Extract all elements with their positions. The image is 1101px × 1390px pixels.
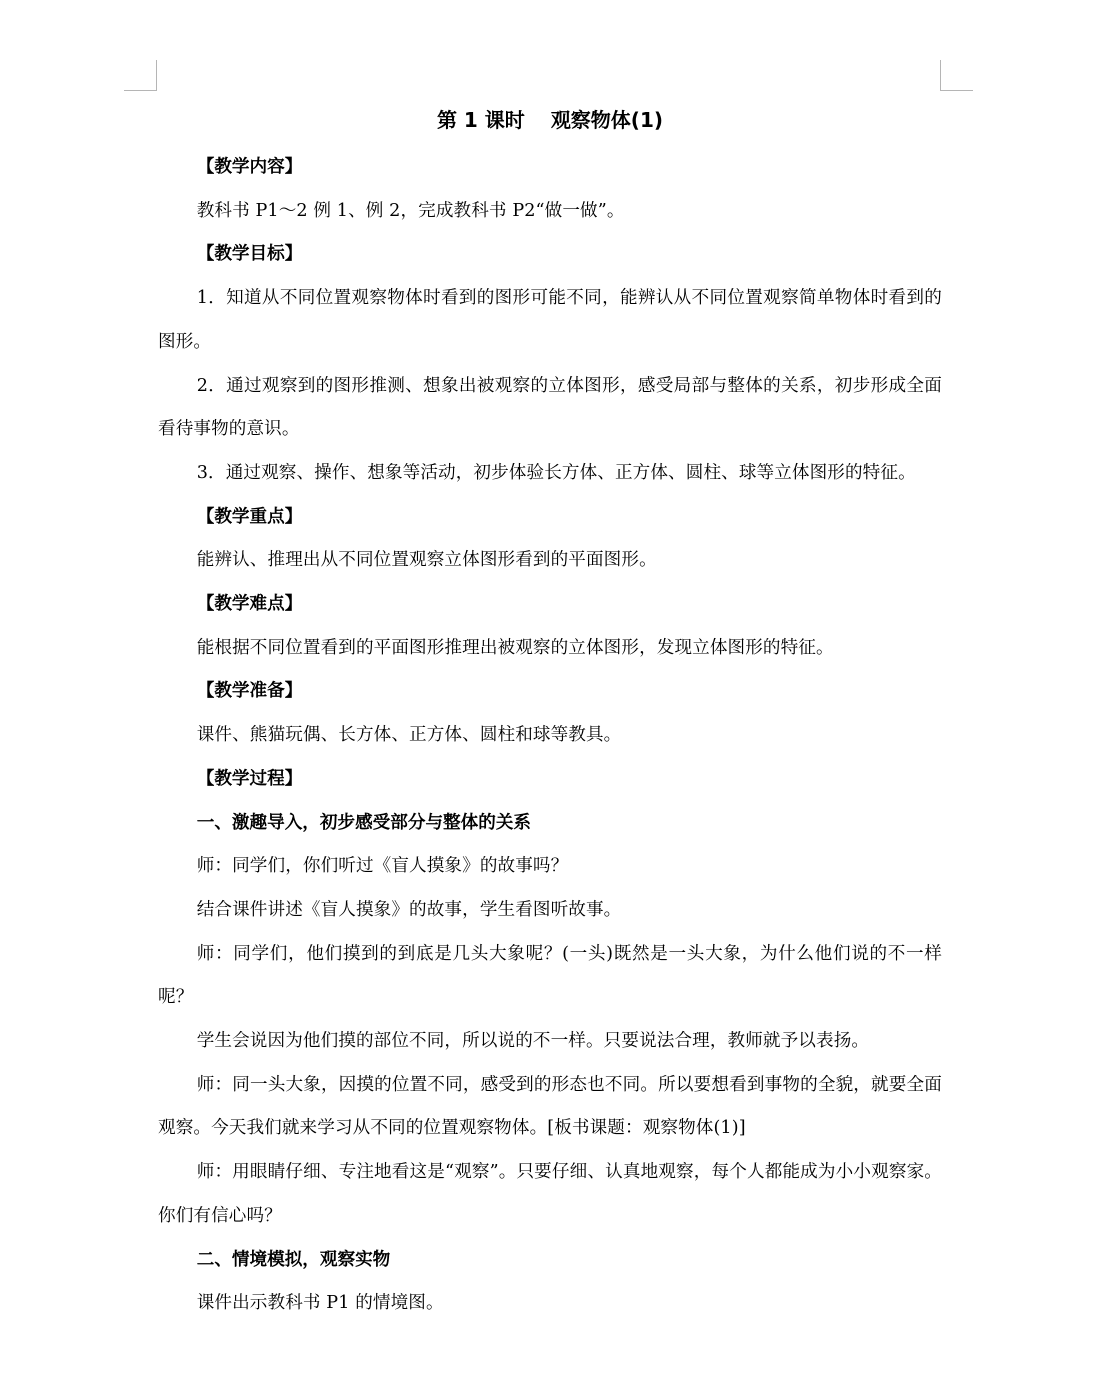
step-2-heading: 二、情境模拟，观察实物 — [196, 1249, 391, 1270]
lesson-topic: 观察物体(1) — [550, 108, 664, 132]
crop-mark-top-left-horizontal — [124, 90, 157, 91]
step-1-paragraph-2: 结合课件讲述《盲人摸象》的故事，学生看图听故事。 — [196, 899, 622, 920]
preparation-text: 课件、熊猫玩偶、长方体、正方体、圆柱和球等教具。 — [196, 725, 622, 746]
step-1-paragraph-6: 师：用眼睛仔细、专注地看这是“观察”。只要仔细、认真地观察，每个人都能成为小小观察家。你们有信心吗？ — [158, 1162, 942, 1226]
key-points-heading: 【教学重点】 — [196, 506, 303, 527]
step-1-paragraph-1: 师：同学们，你们听过《盲人摸象》的故事吗？ — [196, 856, 569, 877]
difficult-points-text: 能根据不同位置看到的平面图形推理出被观察的立体图形，发现立体图形的特征。 — [196, 637, 834, 658]
document-body — [158, 100, 942, 1326]
preparation-heading: 【教学准备】 — [196, 681, 303, 702]
lesson-number: 第 1 课时 — [436, 108, 525, 132]
crop-mark-top-right-vertical — [940, 60, 941, 90]
step-1-paragraph-5: 师：同一头大象，因摸的位置不同，感受到的形态也不同。所以要想看到事物的全貌，就要全面观察。今天我们就来学习从不同的位置观察物体。[板书课题：观察物体(1)] — [158, 1074, 942, 1139]
crop-mark-top-left-vertical — [156, 60, 157, 90]
teaching-goal-3: 3．通过观察、操作、想象等活动，初步体验长方体、正方体、圆柱、球等立体图形的特征。 — [196, 462, 916, 483]
page-title — [158, 100, 942, 140]
teaching-goals-heading: 【教学目标】 — [196, 244, 303, 265]
difficult-points-heading: 【教学难点】 — [196, 594, 303, 615]
step-1-heading: 一、激趣导入，初步感受部分与整体的关系 — [196, 812, 532, 833]
teaching-goal-1: 1．知道从不同位置观察物体时看到的图形可能不同，能辨认从不同位置观察简单物体时看到的图形。 — [158, 288, 942, 352]
step-1-paragraph-4: 学生会说因为他们摸的部位不同，所以说的不一样。只要说法合理，教师就予以表扬。 — [196, 1031, 870, 1052]
crop-mark-top-right-horizontal — [940, 90, 973, 91]
step-2-paragraph-1: 课件出示教科书 P1 的情境图。 — [196, 1293, 444, 1314]
process-heading: 【教学过程】 — [196, 768, 303, 789]
step-1-paragraph-3: 师：同学们，他们摸到的到底是几头大象呢？(一头)既然是一头大象，为什么他们说的不一样呢？ — [158, 943, 942, 1008]
key-points-text: 能辨认、推理出从不同位置观察立体图形看到的平面图形。 — [196, 550, 657, 571]
teaching-goal-2: 2．通过观察到的图形推测、想象出被观察的立体图形，感受局部与整体的关系，初步形成全面看待事物的意识。 — [158, 375, 942, 440]
teaching-content-text: 教科书 P1～2 例 1、例 2，完成教科书 P2“做一做”。 — [196, 200, 625, 221]
teaching-content-heading: 【教学内容】 — [196, 157, 303, 177]
